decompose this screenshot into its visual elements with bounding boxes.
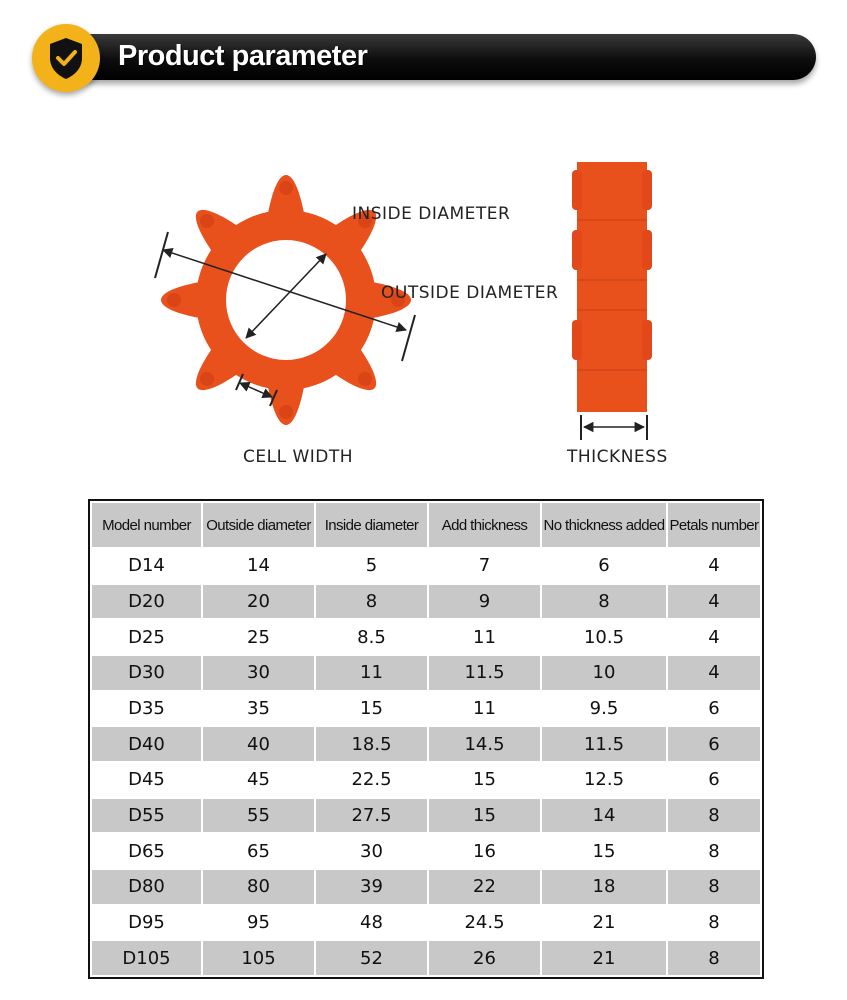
table-row [92,834,760,868]
table-cell: D25 [92,620,201,654]
table-cell: 6 [668,727,760,761]
table-cell: 9.5 [542,692,666,726]
table-cell: 15 [542,834,666,868]
table-row [92,870,760,904]
table-cell: 8 [668,799,760,833]
table-cell: 24.5 [429,906,540,940]
table-cell: 14.5 [429,727,540,761]
table-cell: 8 [316,585,427,619]
table-cell: 8 [668,834,760,868]
shield-check-icon [32,24,100,92]
table-header-row [92,503,760,547]
thickness-label: THICKNESS [567,447,668,467]
column-header: Inside diameter [316,503,427,547]
table-cell: 22 [429,870,540,904]
table-row [92,906,760,940]
table-cell: 12.5 [542,763,666,797]
table-cell: 11 [316,656,427,690]
table-cell: 8 [668,870,760,904]
table-cell: 65 [203,834,314,868]
column-header: Model number [92,503,201,547]
table-cell: 4 [668,656,760,690]
table-cell: 7 [429,549,540,583]
table-cell: 11 [429,620,540,654]
page-title: Product parameter [118,40,368,72]
table-cell: 8 [542,585,666,619]
table-row [92,727,760,761]
table-cell: 48 [316,906,427,940]
table-cell: 10 [542,656,666,690]
table-cell: D105 [92,941,201,975]
table-cell: 8 [668,941,760,975]
table-cell: 14 [542,799,666,833]
inside-diameter-label: INSIDE DIAMETER [352,204,511,224]
table-cell: 39 [316,870,427,904]
table-cell: 4 [668,620,760,654]
table-cell: D14 [92,549,201,583]
table-cell: D95 [92,906,201,940]
table-row [92,692,760,726]
table-row [92,941,760,975]
table-row [92,656,760,690]
table-cell: D40 [92,727,201,761]
table-cell: 8 [668,906,760,940]
spider-side-view [572,162,652,440]
column-header: Petals number [668,503,760,547]
table-row [92,620,760,654]
table-cell: 15 [429,763,540,797]
table-cell: 35 [203,692,314,726]
table-cell: 6 [542,549,666,583]
table-cell: 18 [542,870,666,904]
table-row [92,585,760,619]
table-cell: D45 [92,763,201,797]
table-cell: 6 [668,692,760,726]
table-cell: 27.5 [316,799,427,833]
table-cell: 14 [203,549,314,583]
table-cell: 30 [203,656,314,690]
column-header: Outside diameter [203,503,314,547]
table-cell: 95 [203,906,314,940]
table-cell: D80 [92,870,201,904]
spider-coupling-illustration [0,150,847,480]
table-cell: 55 [203,799,314,833]
parameter-table [88,499,764,979]
table-cell: 5 [316,549,427,583]
table-cell: 21 [542,906,666,940]
table-cell: D65 [92,834,201,868]
table-cell: 22.5 [316,763,427,797]
header-banner [32,24,818,92]
table-cell: 11 [429,692,540,726]
column-header: No thickness added [542,503,666,547]
table-cell: 80 [203,870,314,904]
outside-diameter-label: OUTSIDE DIAMETER [381,283,559,303]
table-cell: 52 [316,941,427,975]
table-cell: D55 [92,799,201,833]
table-row [92,549,760,583]
table-cell: 20 [203,585,314,619]
table-cell: 8.5 [316,620,427,654]
table-cell: 16 [429,834,540,868]
coupling-diagram [0,150,847,480]
table-cell: D30 [92,656,201,690]
table-cell: D20 [92,585,201,619]
table-cell: 4 [668,585,760,619]
table-cell: 10.5 [542,620,666,654]
table-cell: 21 [542,941,666,975]
table-cell: 9 [429,585,540,619]
table-cell: 26 [429,941,540,975]
table-cell: 11.5 [429,656,540,690]
table-cell: 4 [668,549,760,583]
table-cell: 45 [203,763,314,797]
table-cell: 15 [429,799,540,833]
table-cell: 40 [203,727,314,761]
table-row [92,763,760,797]
table-cell: 105 [203,941,314,975]
table-row [92,799,760,833]
table-cell: 6 [668,763,760,797]
cell-width-label: CELL WIDTH [243,447,354,467]
table-body [92,549,760,975]
table-cell: 18.5 [316,727,427,761]
table-cell: 15 [316,692,427,726]
column-header: Add thickness [429,503,540,547]
table-cell: 25 [203,620,314,654]
table-cell: 30 [316,834,427,868]
table-cell: 11.5 [542,727,666,761]
parameter-grid [90,501,762,977]
badge [32,24,100,92]
table-cell: D35 [92,692,201,726]
